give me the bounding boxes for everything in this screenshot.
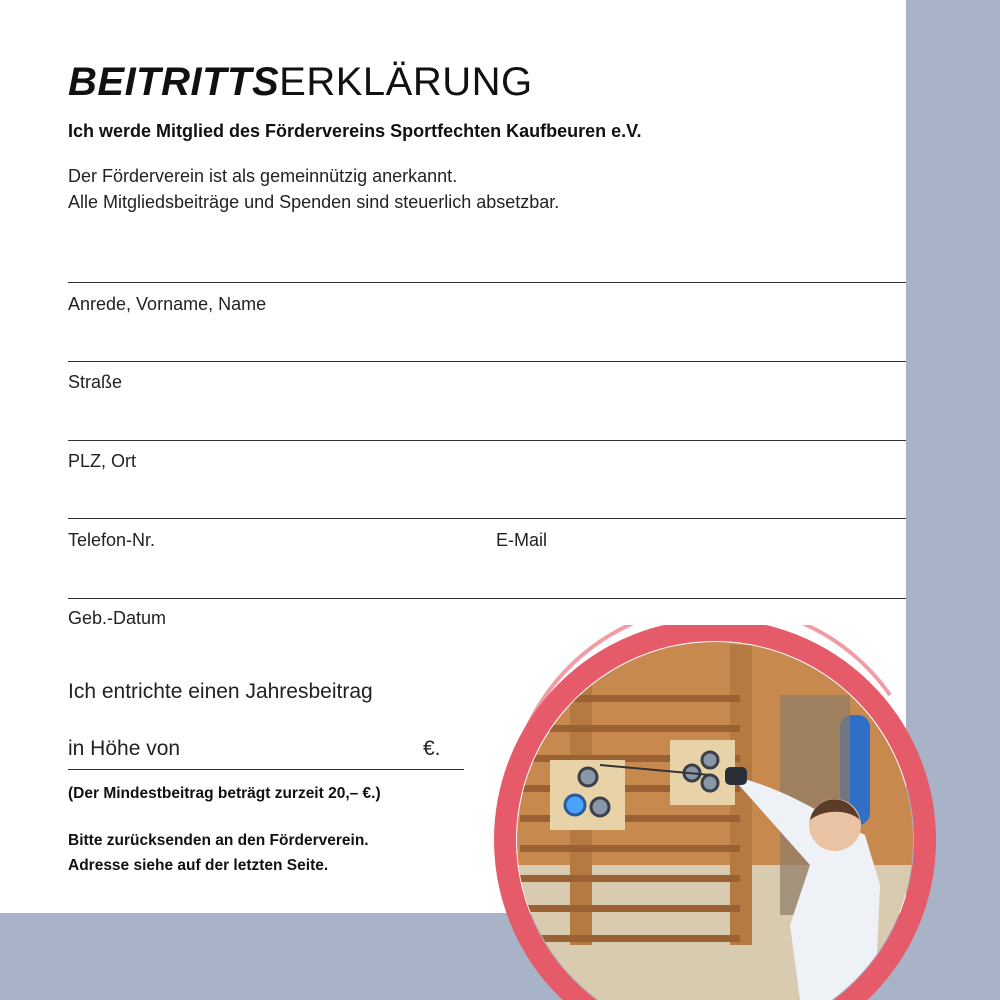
currency-label: €. (423, 737, 441, 760)
intro-line-2: Alle Mitgliedsbeiträge und Spenden sind steuerlich absetzbar. (68, 192, 560, 212)
fencing-photo (480, 625, 980, 1000)
phone-field-label: Telefon-Nr. (68, 530, 156, 550)
city-field-label: PLZ, Ort (68, 451, 137, 471)
street-write-line[interactable] (68, 361, 906, 362)
name-field-label: Anrede, Vorname, Name (68, 294, 267, 314)
street-field-label: Straße (68, 372, 123, 392)
return-note-line-2: Adresse siehe auf der letzten Seite. (68, 857, 329, 874)
annual-fee-text: Ich entrichte einen Jahresbeitrag (68, 680, 373, 703)
city-write-line[interactable] (68, 440, 906, 441)
return-note-line-1: Bitte zurücksenden an den Förderverein. (68, 832, 369, 849)
form-title-bold: BEITRITTS (68, 60, 280, 104)
name-write-line[interactable] (68, 282, 906, 283)
intro-line-1: Der Förderverein ist als gemeinnützig anerkannt. (68, 166, 458, 186)
form-title-light: ERKLÄRUNG (279, 60, 533, 104)
birthdate-write-line[interactable] (68, 598, 906, 599)
intro-text (68, 163, 559, 215)
fencer-glove (725, 767, 747, 785)
birthdate-field-label: Geb.-Datum (68, 608, 167, 628)
fee-amount-write-line[interactable] (68, 769, 464, 770)
phone-email-write-line[interactable] (68, 518, 906, 519)
form-title (68, 58, 533, 106)
email-field-label: E-Mail (496, 530, 548, 550)
membership-statement: Ich werde Mitglied des Fördervereins Sportfechten Kaufbeuren e.V. (68, 121, 642, 141)
minimum-fee-note: (Der Mindestbeitrag beträgt zurzeit 20,– €.) (68, 785, 381, 802)
fee-amount-label: in Höhe von (68, 737, 181, 760)
